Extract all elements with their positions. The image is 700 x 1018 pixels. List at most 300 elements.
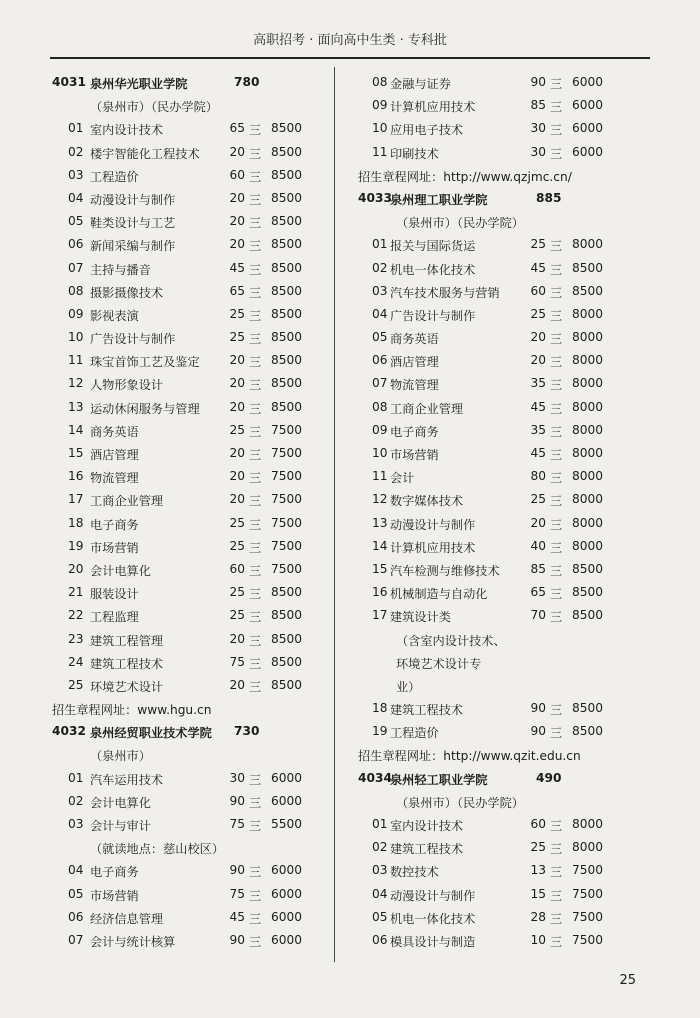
school-note: 环境艺术设计专 — [396, 656, 482, 671]
entry-major — [52, 930, 322, 953]
major-fee: 8000 — [572, 492, 604, 507]
major-name: 动漫设计与制作 — [390, 888, 476, 903]
major-no: 03 — [372, 863, 388, 878]
major-no: 20 — [68, 561, 84, 576]
major-years: 三 — [249, 355, 262, 370]
entry-url — [52, 698, 322, 721]
major-years: 三 — [249, 888, 262, 903]
major-years: 三 — [550, 123, 563, 138]
major-no: 02 — [372, 840, 388, 855]
major-count: 13 — [530, 863, 546, 878]
entry-major — [52, 165, 322, 188]
major-years: 三 — [249, 819, 262, 833]
major-no: 17 — [68, 492, 84, 507]
major-name: 工程造价 — [90, 169, 139, 184]
column-divider — [334, 67, 335, 962]
major-count: 20 — [229, 677, 245, 692]
major-no: 05 — [68, 886, 84, 901]
page-number: 25 — [619, 973, 636, 988]
major-name: 物流管理 — [390, 378, 439, 393]
major-count: 45 — [229, 909, 245, 924]
major-no: 05 — [372, 909, 388, 924]
major-no: 10 — [68, 330, 84, 345]
entry-major — [358, 930, 624, 953]
major-no: 04 — [68, 190, 84, 205]
entry-major — [358, 582, 624, 605]
major-fee: 8500 — [572, 260, 604, 275]
major-count: 25 — [229, 306, 245, 321]
major-fee: 6000 — [271, 863, 303, 878]
major-no: 09 — [372, 98, 388, 113]
major-no: 14 — [372, 538, 388, 553]
major-name: 电子商务 — [390, 424, 439, 439]
entry-major — [52, 768, 322, 791]
major-fee: 8500 — [271, 376, 303, 391]
major-count: 15 — [530, 886, 546, 901]
major-name: 电子商务 — [90, 517, 139, 532]
major-years: 三 — [550, 378, 563, 393]
major-no: 17 — [372, 608, 388, 623]
major-count: 20 — [229, 214, 245, 229]
major-count: 20 — [530, 353, 546, 368]
major-name: 酒店管理 — [90, 448, 139, 462]
major-years: 三 — [249, 865, 262, 880]
major-fee: 8500 — [271, 144, 303, 159]
major-fee: 8000 — [572, 237, 604, 252]
major-years: 三 — [550, 888, 563, 903]
major-count: 60 — [229, 167, 245, 182]
entry-school — [358, 188, 624, 211]
entry-major — [52, 884, 322, 907]
major-name: 计算机应用技术 — [390, 100, 476, 115]
major-no: 10 — [372, 121, 388, 136]
major-fee: 7500 — [271, 469, 303, 484]
school-note: （泉州市） — [90, 749, 151, 764]
major-fee: 7500 — [572, 863, 604, 878]
major-no: 09 — [68, 306, 84, 321]
entry-major — [52, 536, 322, 559]
major-no: 18 — [68, 515, 84, 530]
major-fee: 7500 — [572, 886, 604, 901]
entry-note — [358, 791, 624, 814]
major-name: 会计与审计 — [90, 819, 151, 833]
major-no: 22 — [68, 608, 84, 623]
major-no: 06 — [68, 237, 84, 252]
major-fee: 8000 — [572, 353, 604, 368]
major-fee: 5500 — [271, 817, 303, 831]
major-years: 三 — [550, 77, 563, 91]
major-fee: 8500 — [271, 585, 303, 600]
entry-major — [52, 258, 322, 281]
major-name: 汽车运用技术 — [90, 772, 164, 787]
major-years: 三 — [249, 633, 262, 648]
major-years: 三 — [249, 123, 262, 138]
major-years: 三 — [249, 656, 262, 671]
entry-major — [52, 304, 322, 327]
major-years: 三 — [249, 239, 262, 254]
charter-url: 招生章程网址：http://www.qzjmc.cn/ — [358, 169, 572, 184]
major-name: 室内设计技术 — [90, 123, 164, 138]
major-years: 三 — [550, 239, 563, 254]
major-no: 06 — [372, 932, 388, 947]
major-count: 45 — [530, 446, 546, 460]
major-name: 鞋类设计与工艺 — [90, 216, 176, 231]
major-years: 三 — [550, 587, 563, 602]
entry-major — [52, 559, 322, 582]
major-no: 15 — [68, 446, 84, 460]
entry-major — [358, 489, 624, 512]
school-total: 885 — [536, 190, 562, 205]
major-no: 01 — [68, 770, 84, 785]
major-no: 14 — [68, 422, 84, 437]
major-no: 23 — [68, 631, 84, 646]
major-fee: 8500 — [271, 306, 303, 321]
major-count: 70 — [530, 608, 546, 623]
entry-major — [358, 327, 624, 350]
major-no: 03 — [68, 167, 84, 182]
major-no: 13 — [372, 515, 388, 530]
major-fee: 8500 — [271, 654, 303, 669]
major-name: 数字媒体技术 — [390, 494, 464, 509]
major-no: 08 — [372, 399, 388, 414]
major-name: 市场营销 — [90, 540, 139, 555]
major-name: 机电一体化技术 — [390, 911, 476, 926]
major-count: 30 — [530, 144, 546, 159]
major-name: 主持与播音 — [90, 262, 151, 277]
major-count: 75 — [229, 654, 245, 669]
major-fee: 8000 — [572, 306, 604, 321]
school-note: （泉州市）（民办学院） — [90, 100, 218, 115]
major-no: 06 — [68, 909, 84, 924]
major-years: 三 — [550, 262, 563, 277]
major-years: 三 — [550, 934, 563, 949]
school-note: （就读地点：慈山校区） — [90, 842, 225, 857]
major-no: 13 — [68, 399, 84, 414]
major-count: 80 — [530, 469, 546, 484]
major-fee: 8500 — [572, 608, 604, 623]
major-no: 16 — [68, 469, 84, 484]
major-fee: 8500 — [271, 260, 303, 275]
charter-url: 招生章程网址：http://www.qzit.edu.cn — [358, 749, 581, 764]
major-count: 65 — [530, 585, 546, 600]
major-no: 19 — [372, 724, 388, 739]
major-years: 三 — [550, 308, 563, 323]
major-no: 18 — [372, 701, 388, 716]
major-count: 20 — [229, 144, 245, 159]
major-no: 08 — [372, 75, 388, 89]
major-name: 市场营销 — [90, 888, 139, 903]
major-fee: 7500 — [271, 561, 303, 576]
major-years: 三 — [550, 285, 563, 300]
major-years: 三 — [249, 262, 262, 277]
entry-major — [52, 118, 322, 141]
major-fee: 6000 — [572, 121, 604, 136]
entry-url — [358, 165, 624, 188]
entry-major — [358, 860, 624, 883]
major-years: 三 — [550, 726, 563, 741]
major-count: 25 — [229, 330, 245, 345]
major-years: 三 — [550, 540, 563, 555]
running-header: 高职招考 · 面向高中生类 · 专科批 — [253, 33, 447, 48]
major-years: 三 — [249, 540, 262, 555]
major-fee: 8500 — [271, 237, 303, 252]
major-count: 25 — [229, 608, 245, 623]
major-name: 物流管理 — [90, 471, 139, 486]
entry-major — [358, 350, 624, 373]
major-no: 04 — [372, 306, 388, 321]
major-name: 商务英语 — [90, 424, 139, 439]
major-no: 07 — [68, 260, 84, 275]
entry-major — [52, 513, 322, 536]
major-years: 三 — [550, 703, 563, 718]
entry-major — [52, 907, 322, 930]
major-count: 90 — [530, 75, 546, 89]
major-count: 85 — [530, 98, 546, 113]
major-no: 16 — [372, 585, 388, 600]
major-name: 动漫设计与制作 — [390, 517, 476, 532]
major-count: 35 — [530, 376, 546, 391]
major-no: 19 — [68, 538, 84, 553]
major-name: 汽车检测与维修技术 — [390, 563, 500, 578]
major-fee: 8500 — [572, 724, 604, 739]
school-name: 泉州理工职业学院 — [390, 192, 488, 207]
major-years: 三 — [550, 448, 563, 462]
major-years: 三 — [249, 471, 262, 486]
major-fee: 8500 — [271, 121, 303, 136]
major-count: 20 — [229, 399, 245, 414]
major-count: 45 — [530, 260, 546, 275]
school-total: 730 — [234, 724, 260, 739]
major-name: 会计电算化 — [90, 795, 151, 810]
major-name: 工商企业管理 — [390, 401, 464, 416]
major-name: 会计与统计核算 — [90, 934, 176, 949]
major-name: 数控技术 — [390, 865, 439, 880]
major-fee: 8000 — [572, 330, 604, 345]
entry-major — [52, 652, 322, 675]
major-fee: 6000 — [271, 932, 303, 947]
major-no: 12 — [68, 376, 84, 391]
major-no: 07 — [372, 376, 388, 391]
major-fee: 8500 — [271, 631, 303, 646]
major-count: 25 — [229, 538, 245, 553]
major-count: 20 — [229, 376, 245, 391]
header-rule — [50, 57, 650, 59]
entry-major — [52, 605, 322, 628]
entry-major — [358, 466, 624, 489]
major-count: 10 — [530, 932, 546, 947]
major-name: 市场营销 — [390, 448, 439, 462]
school-note: （含室内设计技术、 — [396, 633, 506, 648]
major-name: 机电一体化技术 — [390, 262, 476, 277]
entry-major — [52, 582, 322, 605]
major-fee: 8500 — [271, 677, 303, 692]
major-name: 会计电算化 — [90, 563, 151, 578]
major-years: 三 — [249, 610, 262, 625]
major-no: 09 — [372, 422, 388, 437]
major-no: 15 — [372, 561, 388, 576]
major-no: 01 — [372, 817, 388, 831]
major-name: 运动休闲服务与管理 — [90, 401, 200, 416]
major-count: 90 — [229, 863, 245, 878]
entry-major — [358, 281, 624, 304]
entry-school — [358, 768, 624, 791]
major-count: 90 — [229, 793, 245, 808]
major-fee: 8500 — [271, 190, 303, 205]
major-fee: 8000 — [572, 399, 604, 414]
right-column — [358, 72, 624, 953]
major-fee: 8500 — [271, 167, 303, 182]
major-name: 环境艺术设计 — [90, 679, 164, 694]
major-count: 20 — [229, 237, 245, 252]
entry-major — [52, 629, 322, 652]
major-name: 楼宇智能化工程技术 — [90, 146, 200, 161]
major-no: 02 — [68, 144, 84, 159]
major-count: 20 — [229, 353, 245, 368]
major-count: 60 — [530, 817, 546, 831]
major-count: 85 — [530, 561, 546, 576]
major-no: 03 — [68, 817, 84, 831]
major-name: 室内设计技术 — [390, 819, 464, 833]
major-name: 会计 — [390, 471, 415, 486]
major-years: 三 — [249, 216, 262, 231]
major-no: 25 — [68, 677, 84, 692]
major-name: 工程监理 — [90, 610, 139, 625]
school-note: （泉州市）（民办学院） — [396, 216, 524, 231]
entry-major — [358, 118, 624, 141]
entry-major — [358, 95, 624, 118]
entry-major — [358, 698, 624, 721]
entry-major — [52, 234, 322, 257]
school-name: 泉州轻工职业学院 — [390, 772, 488, 787]
entry-major — [52, 281, 322, 304]
major-years: 三 — [249, 192, 262, 207]
entry-major — [358, 837, 624, 860]
major-count: 25 — [229, 515, 245, 530]
major-years: 三 — [249, 772, 262, 787]
major-years: 三 — [550, 332, 563, 347]
school-total: 780 — [234, 75, 260, 89]
major-fee: 8500 — [271, 283, 303, 298]
major-fee: 7500 — [271, 422, 303, 437]
entry-major — [358, 536, 624, 559]
major-count: 30 — [530, 121, 546, 136]
major-count: 20 — [229, 446, 245, 460]
major-fee: 8500 — [271, 608, 303, 623]
major-count: 60 — [530, 283, 546, 298]
major-fee: 7500 — [572, 909, 604, 924]
entry-note — [358, 675, 624, 698]
major-years: 三 — [249, 563, 262, 578]
major-no: 11 — [372, 144, 388, 159]
major-fee: 8500 — [271, 353, 303, 368]
major-count: 25 — [229, 585, 245, 600]
entry-major — [52, 327, 322, 350]
school-name: 泉州华光职业学院 — [90, 77, 188, 91]
major-count: 90 — [530, 724, 546, 739]
school-code: 4031 — [52, 75, 86, 89]
major-years: 三 — [249, 795, 262, 810]
major-fee: 8500 — [271, 330, 303, 345]
major-no: 10 — [372, 446, 388, 460]
major-name: 影视表演 — [90, 308, 139, 323]
major-count: 20 — [229, 190, 245, 205]
major-name: 印刷技术 — [390, 146, 439, 161]
major-years: 三 — [550, 865, 563, 880]
major-name: 服装设计 — [90, 587, 139, 602]
major-count: 25 — [530, 306, 546, 321]
major-no: 21 — [68, 585, 84, 600]
major-count: 20 — [530, 330, 546, 345]
major-no: 24 — [68, 654, 84, 669]
major-fee: 6000 — [572, 144, 604, 159]
entry-major — [358, 605, 624, 628]
entry-note — [52, 744, 322, 767]
major-years: 三 — [249, 169, 262, 184]
major-fee: 7500 — [271, 515, 303, 530]
entry-major — [358, 907, 624, 930]
major-no: 07 — [68, 932, 84, 947]
major-name: 应用电子技术 — [390, 123, 464, 138]
major-count: 75 — [229, 886, 245, 901]
major-fee: 8000 — [572, 469, 604, 484]
major-count: 60 — [229, 561, 245, 576]
entry-major — [52, 489, 322, 512]
major-years: 三 — [550, 100, 563, 115]
major-years: 三 — [550, 424, 563, 439]
entry-major — [358, 420, 624, 443]
entry-major — [52, 420, 322, 443]
major-count: 90 — [229, 932, 245, 947]
major-years: 三 — [249, 146, 262, 161]
major-count: 20 — [229, 469, 245, 484]
major-fee: 7500 — [271, 538, 303, 553]
major-name: 建筑设计类 — [390, 610, 451, 625]
major-years: 三 — [249, 378, 262, 393]
major-no: 06 — [372, 353, 388, 368]
major-fee: 8000 — [572, 515, 604, 530]
entry-major — [358, 373, 624, 396]
major-years: 三 — [249, 424, 262, 439]
major-years: 三 — [550, 355, 563, 370]
major-years: 三 — [249, 494, 262, 509]
major-no: 01 — [372, 237, 388, 252]
major-years: 三 — [249, 448, 262, 462]
major-name: 酒店管理 — [390, 355, 439, 370]
major-name: 广告设计与制作 — [390, 308, 476, 323]
major-name: 建筑工程技术 — [390, 842, 464, 857]
major-fee: 8000 — [572, 840, 604, 855]
major-name: 建筑工程技术 — [90, 656, 164, 671]
entry-major — [52, 814, 322, 837]
entry-major — [358, 814, 624, 837]
school-code: 4034 — [358, 770, 392, 785]
major-name: 人物形象设计 — [90, 378, 164, 393]
entry-major — [52, 791, 322, 814]
major-no: 11 — [68, 353, 84, 368]
major-fee: 8500 — [572, 283, 604, 298]
major-fee: 7500 — [271, 492, 303, 507]
major-name: 金融与证券 — [390, 77, 451, 91]
school-code: 4033 — [358, 190, 392, 205]
school-name: 泉州经贸职业技术学院 — [90, 726, 212, 741]
major-fee: 6000 — [572, 98, 604, 113]
major-years: 三 — [249, 679, 262, 694]
entry-note — [52, 837, 322, 860]
major-fee: 7500 — [271, 446, 303, 460]
entry-major — [358, 397, 624, 420]
entry-note — [358, 652, 624, 675]
major-name: 机械制造与自动化 — [390, 587, 488, 602]
